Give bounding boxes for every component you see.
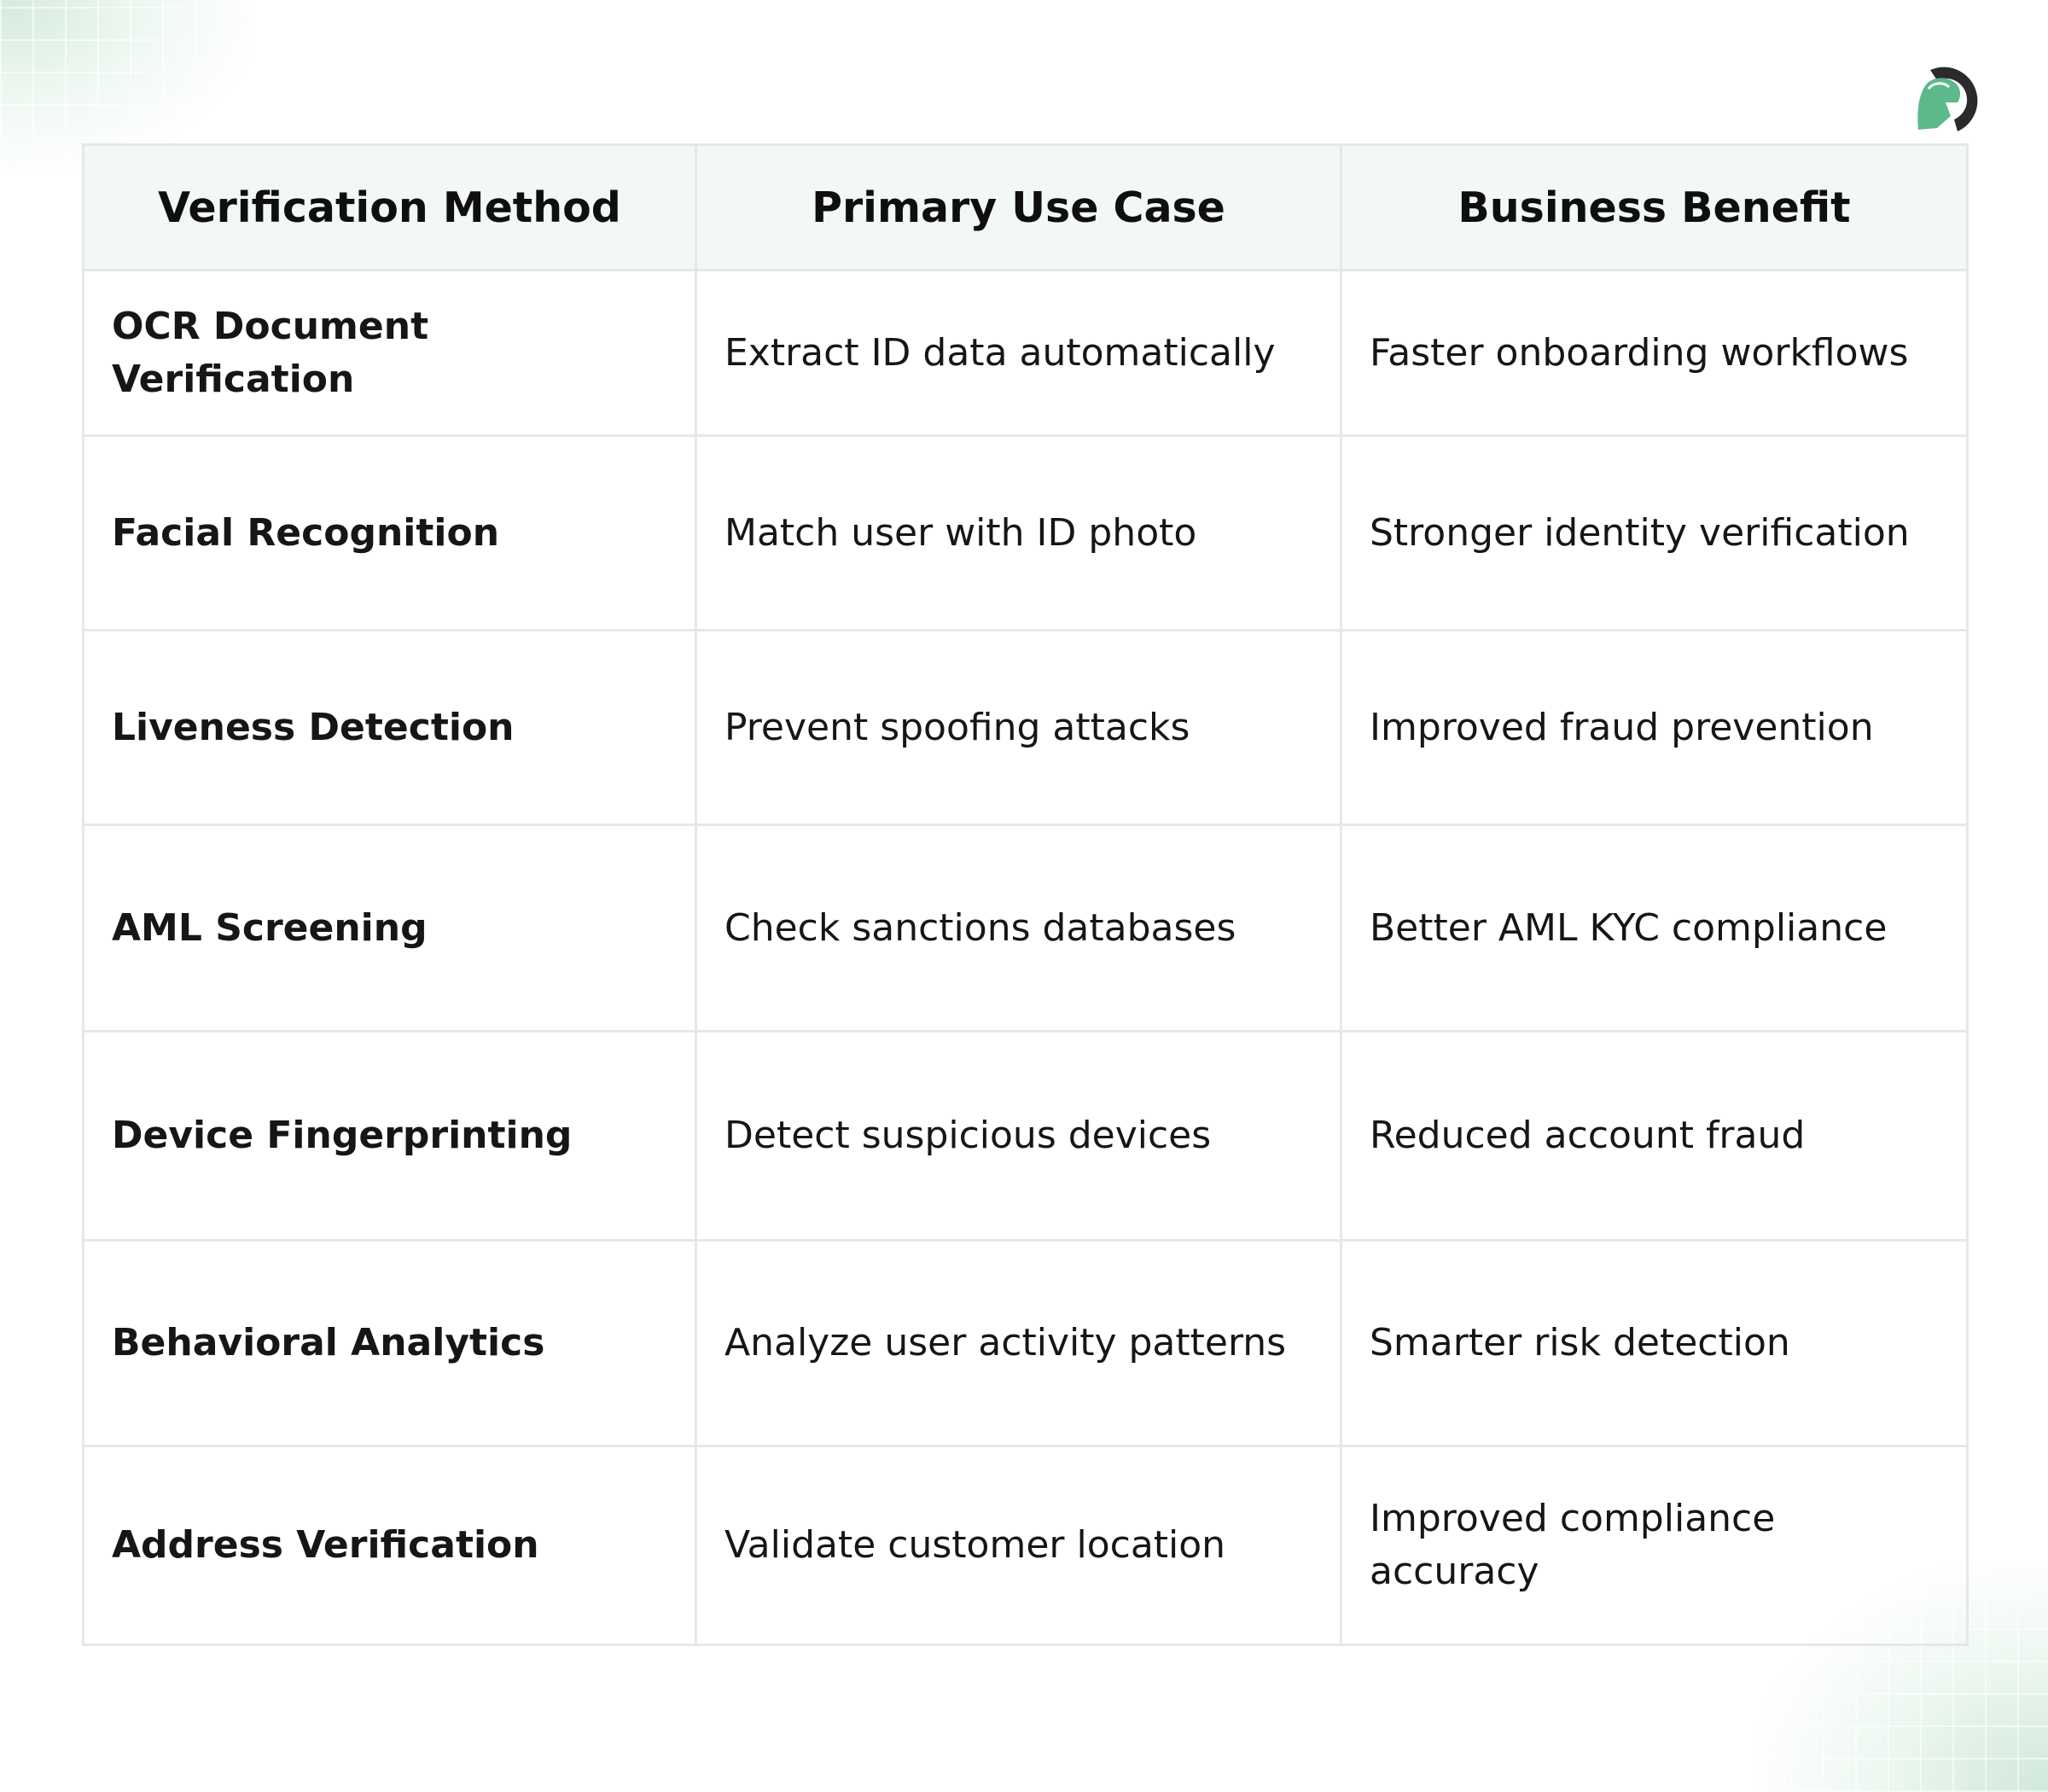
benefit-cell: Faster onboarding workflows [1341,271,1968,436]
table-header-row [84,145,1968,271]
use-case-cell: Match user with ID photo [696,436,1341,631]
verification-methods-table [82,143,1969,1646]
method-cell: Device Fingerprinting [84,1032,696,1241]
table-row [84,1032,1968,1241]
benefit-cell: Stronger identity verification [1341,436,1968,631]
benefit-cell: Smarter risk detection [1341,1241,1968,1446]
method-cell: Behavioral Analytics [84,1241,696,1446]
use-case-cell: Detect suspicious devices [696,1032,1341,1241]
use-case-cell: Analyze user activity patterns [696,1241,1341,1446]
method-cell: Liveness Detection [84,631,696,825]
table-row [84,825,1968,1032]
use-case-cell: Validate customer location [696,1446,1341,1645]
header-business-benefit: Business Benefit [1341,145,1968,271]
benefit-cell: Reduced account fraud [1341,1032,1968,1241]
table-row [84,436,1968,631]
method-cell: AML Screening [84,825,696,1032]
benefit-cell: Improved compliance accuracy [1341,1446,1968,1645]
table-row [84,1241,1968,1446]
header-verification-method: Verification Method [84,145,696,271]
method-cell: Facial Recognition [84,436,696,631]
table-row [84,631,1968,825]
use-case-cell: Extract ID data automatically [696,271,1341,436]
use-case-cell: Prevent spoofing attacks [696,631,1341,825]
use-case-cell: Check sanctions databases [696,825,1341,1032]
benefit-cell: Improved fraud prevention [1341,631,1968,825]
table-row [84,271,1968,436]
header-primary-use-case: Primary Use Case [696,145,1341,271]
method-cell: OCR Document Verification [84,271,696,436]
method-cell: Address Verification [84,1446,696,1645]
table-row [84,1446,1968,1645]
spartan-helmet-icon [1911,56,1988,138]
benefit-cell: Better AML KYC compliance [1341,825,1968,1032]
